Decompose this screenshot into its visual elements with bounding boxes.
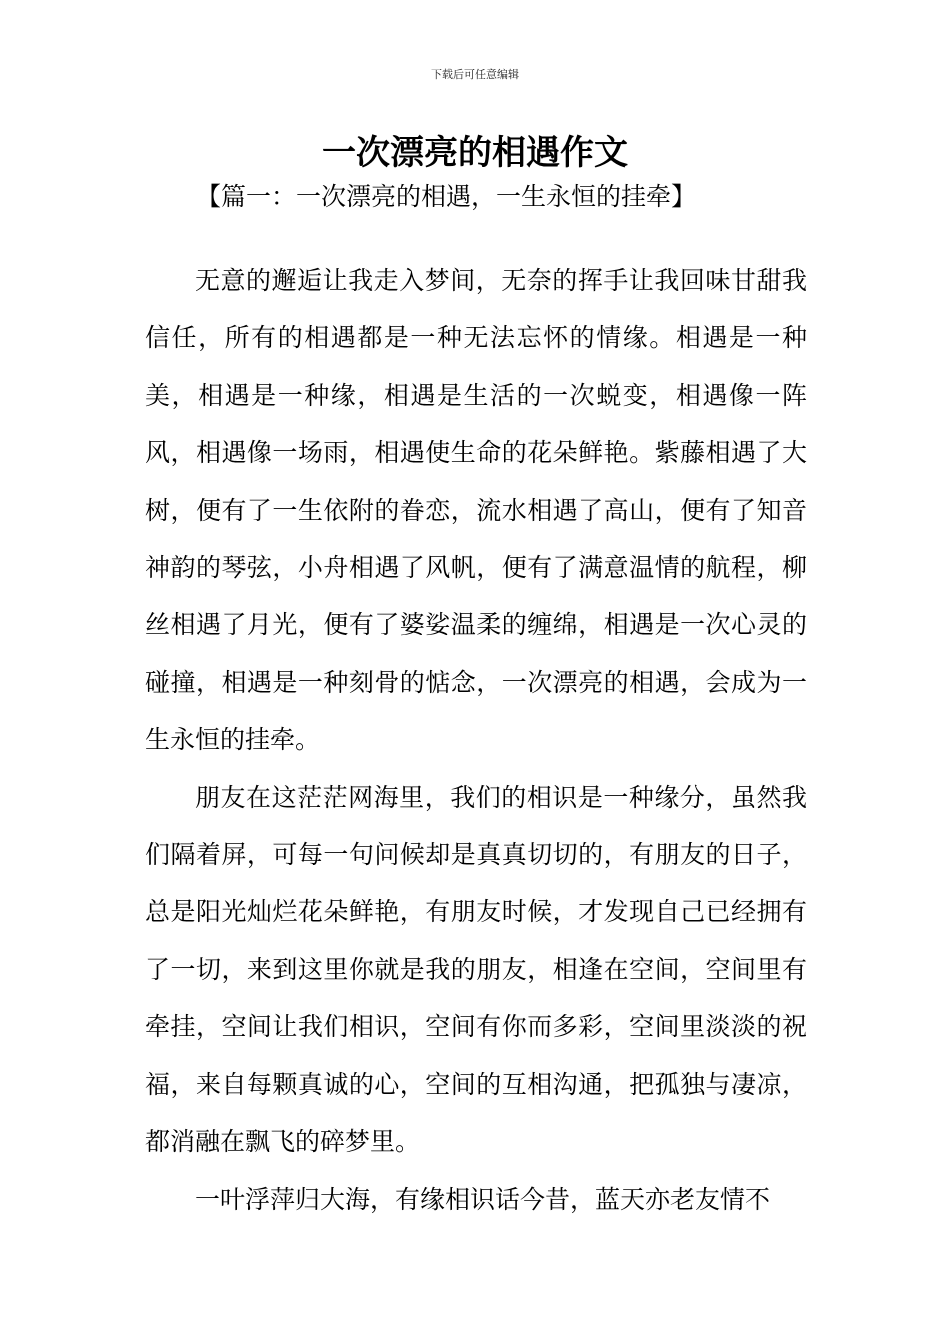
paragraph: 朋友在这茫茫网海里，我们的相识是一种缘分，虽然我们隔着屏，可每一句问候却是真真切切的，有朋友的日子，总是阳光灿烂花朵鲜艳，有朋友时候，才发现自己已经拥有了一切，来到这里你就是我的朋友，相逢在空间，空间里有牵挂，空间让我们相识，空间有你而多彩，空间里淡淡的祝福，来自每颗真诚的心，空间的互相沟通，把孤独与凄凉，都消融在飘飞的碎梦里。 xyxy=(145,782,807,1157)
document-body xyxy=(145,252,807,1228)
paragraph: 一叶浮萍归大海，有缘相识话今昔，蓝天亦老友情不 xyxy=(195,1184,771,1214)
paragraph: 无意的邂逅让我走入梦间，无奈的挥手让我回味甘甜我信任，所有的相遇都是一种无法忘怀的情缘。相遇是一种美，相遇是一种缘，相遇是生活的一次蜕变，相遇像一阵风，相遇像一场雨，相遇使生命的花朵鲜艳。紫藤相遇了大树，便有了一生依附的眷恋，流水相遇了高山，便有了知音神韵的琴弦，小舟相遇了风帆，便有了满意温情的航程，柳丝相遇了月光，便有了婆娑温柔的缠绵，相遇是一次心灵的碰撞，相遇是一种刻骨的惦念，一次漂亮的相遇，会成为一生永恒的挂牵。 xyxy=(145,266,807,755)
header-note: 下载后可任意编辑 xyxy=(431,68,519,81)
document-title: 一次漂亮的相遇作文 xyxy=(322,133,628,173)
section-heading: 【篇一：一次漂亮的相遇，一生永恒的挂牵】 xyxy=(196,182,697,211)
